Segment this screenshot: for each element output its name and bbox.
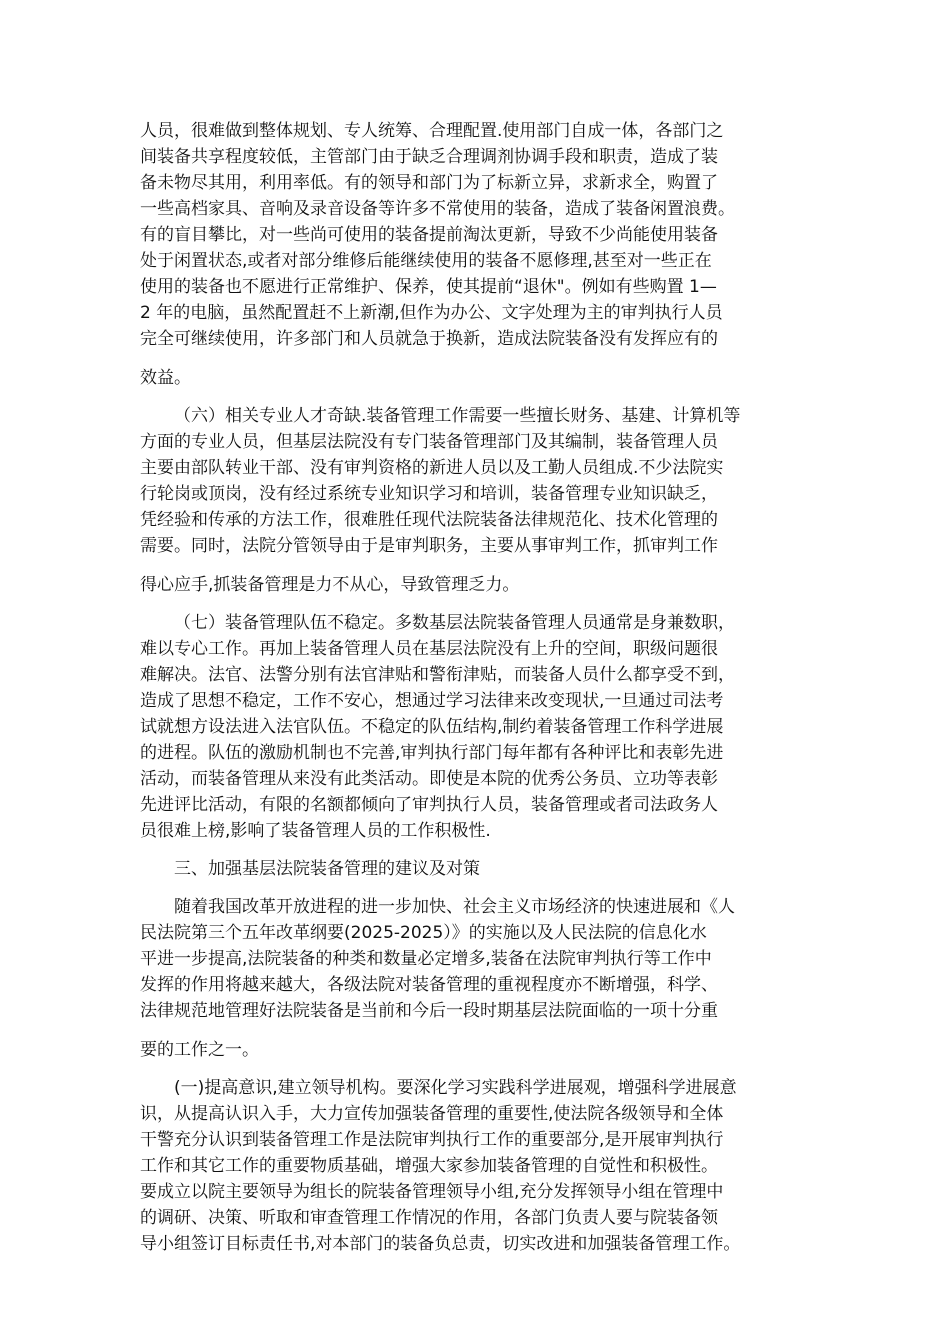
text-line: 随着我国改革开放进程的进一步加快、社会主义市场经济的快速进展和《人 [174,897,735,917]
text-line: 得心应手,抓装备管理是力不从心，导致管理乏力。 [140,575,520,595]
paragraph-gap [140,844,810,856]
text-line: 凭经验和传承的方法工作，很难胜任现代法院装备法律规范化、技术化管理的 [140,510,718,530]
text-line: 识，从提高认识入手，大力宣传加强装备管理的重要性,使法院各级领导和全体 [140,1104,724,1124]
text-line: 一些高档家具、音响及录音设备等许多不常使用的装备，造成了装备闲置浪费。 [140,199,735,219]
paragraph-equipment-waste [140,118,810,391]
text-line: 的进程。队伍的激励机制也不完善,审判执行部门每年都有各种评比和表彰先进 [140,743,724,763]
paragraph-gap [140,1063,810,1075]
text-line: 员很难上榜,影响了装备管理人员的工作积极性. [140,821,491,841]
section-heading: 三、加强基层法院装备管理的建议及对策 [174,859,480,879]
paragraph-gap [140,391,810,403]
text-line: 试就想方设法进入法官队伍。不稳定的队伍结构,制约着装备管理工作科学进展 [140,717,724,737]
text-line: 法律规范地管理好法院装备是当前和今后一段时期基层法院面临的一项十分重 [140,1001,718,1021]
text-line: (一)提高意识,建立领导机构。要深化学习实践科学进展观，增强科学进展意 [174,1078,737,1098]
paragraph-leadership-body [140,1075,810,1257]
text-line: 行轮岗或顶岗，没有经过系统专业知识学习和培训，装备管理专业知识缺乏， [140,484,718,504]
text-line: 间装备共享程度较低，主管部门由于缺乏合理调剂协调手段和职责，造成了装 [140,147,718,167]
text-line: 活动，而装备管理从来没有此类活动。即使是本院的优秀公务员、立功等表彰 [140,769,718,789]
text-line: 处于闲置状态,或者对部分维修后能继续使用的装备不愿修理,甚至对一些正在 [140,251,712,271]
text-line: 的调研、决策、听取和审查管理工作情况的作用，各部门负责人要与院装备领 [140,1208,718,1228]
text-line: （六）相关专业人才奇缺.装备管理工作需要一些擅长财务、基建、计算机等 [174,406,741,426]
text-line: 工作和其它工作的重要物质基础，增强大家参加装备管理的自觉性和积极性。 [140,1156,718,1176]
text-line: 要的工作之一。 [140,1040,259,1060]
text-line: 干警充分认识到装备管理工作是法院审判执行工作的重要部分,是开展审判执行 [140,1130,724,1150]
text-line: （七）装备管理队伍不稳定。多数基层法院装备管理人员通常是身兼数职， [174,613,735,633]
paragraph-reform-context [140,894,810,1063]
text-line: 效益。 [140,368,191,388]
text-line: 有的盲目攀比，对一些尚可使用的装备提前淘汰更新，导致不少尚能使用装备 [140,225,718,245]
text-line: 发挥的作用将越来越大，各级法院对装备管理的重视程度亦不断增强，科学、 [140,975,718,995]
text-line: 人员，很难做到整体规划、专人统筹、合理配置.使用部门自成一体，各部门之 [140,121,724,141]
text-line: 2 年的电脑，虽然配置赶不上新潮,但作为办公、文字处理为主的审判执行人员 [140,303,723,323]
text-line: 平进一步提高,法院装备的种类和数量必定增多,装备在法院审判执行等工作中 [140,949,712,969]
text-line: 要成立以院主要领导为组长的院装备管理领导小组,充分发挥领导小组在管理中 [140,1182,724,1202]
text-line: 导小组签订目标责任书,对本部门的装备负总责，切实改进和加强装备管理工作。 [140,1234,741,1254]
text-line: 完全可继续使用，许多部门和人员就急于换新，造成法院装备没有发挥应有的 [140,329,718,349]
text-line: 主要由部队转业干部、没有审判资格的新进人员以及工勤人员组成.不少法院实 [140,458,724,478]
text-line: 方面的专业人员，但基层法院没有专门装备管理部门及其编制，装备管理人员 [140,432,718,452]
paragraph-gap [140,598,810,610]
text-line: 难解决。法官、法警分别有法官津贴和警衔津贴，而装备人员什么都享受不到， [140,665,735,685]
text-line: 备未物尽其用，利用率低。有的领导和部门为了标新立异，求新求全，购置了 [140,173,718,193]
text-line: 需要。同时，法院分管领导由于是审判职务，主要从事审判工作，抓审判工作 [140,536,718,556]
paragraph-talent-shortage [140,403,810,598]
text-line: 民法院第三个五年改革纲要(2025-2025）》的实施以及人民法院的信息化水 [140,923,707,943]
text-line: 难以专心工作。再加上装备管理人员在基层法院没有上升的空间，职级问题很 [140,639,718,659]
text-line: 先进评比活动，有限的名额都倾向了审判执行人员，装备管理或者司法政务人 [140,795,718,815]
text-line: 造成了思想不稳定，工作不安心，想通过学习法律来改变现状,一旦通过司法考 [140,691,724,711]
text-line: 使用的装备也不愿进行正常维护、保养，使其提前“退休"。例如有些购置 1— [140,277,717,297]
paragraph-gap [140,882,810,894]
paragraph-team-instability [140,610,810,844]
